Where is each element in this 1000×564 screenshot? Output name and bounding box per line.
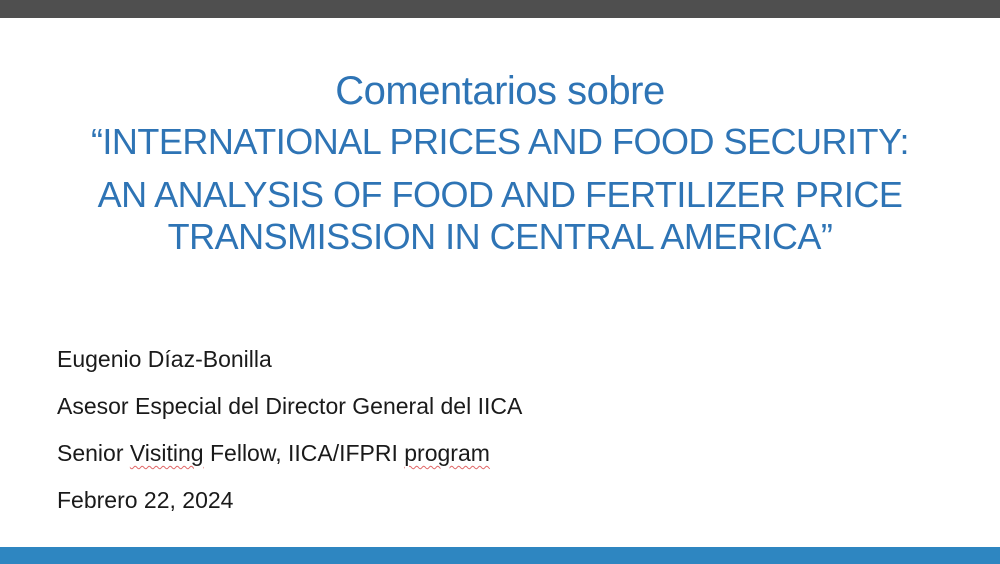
title-line-comentarios: Comentarios sobre [335,69,665,113]
role2-middle: Fellow, IICA/IFPRI [203,440,405,466]
author-role-iica: Asesor Especial del Director General del IICA [57,393,523,419]
title-line-analysis: AN ANALYSIS OF FOOD AND FERTILIZER PRICE [97,174,903,215]
role2-prefix: Senior [57,440,130,466]
slide-title [0,70,1000,258]
author-name: Eugenio Díaz-Bonilla [57,346,272,372]
title-line-international-prices: “INTERNATIONAL PRICES AND FOOD SECURITY: [90,121,910,162]
title-line-transmission: TRANSMISSION IN CENTRAL AMERICA” [167,216,833,257]
role2-word-program: program [404,440,490,466]
author-role-ifpri [57,441,522,466]
slide-date: Febrero 22, 2024 [57,487,234,513]
top-accent-bar [0,0,1000,18]
slide-body [57,347,522,535]
bottom-accent-bar [0,547,1000,564]
role2-word-visiting: Visiting [129,440,204,466]
